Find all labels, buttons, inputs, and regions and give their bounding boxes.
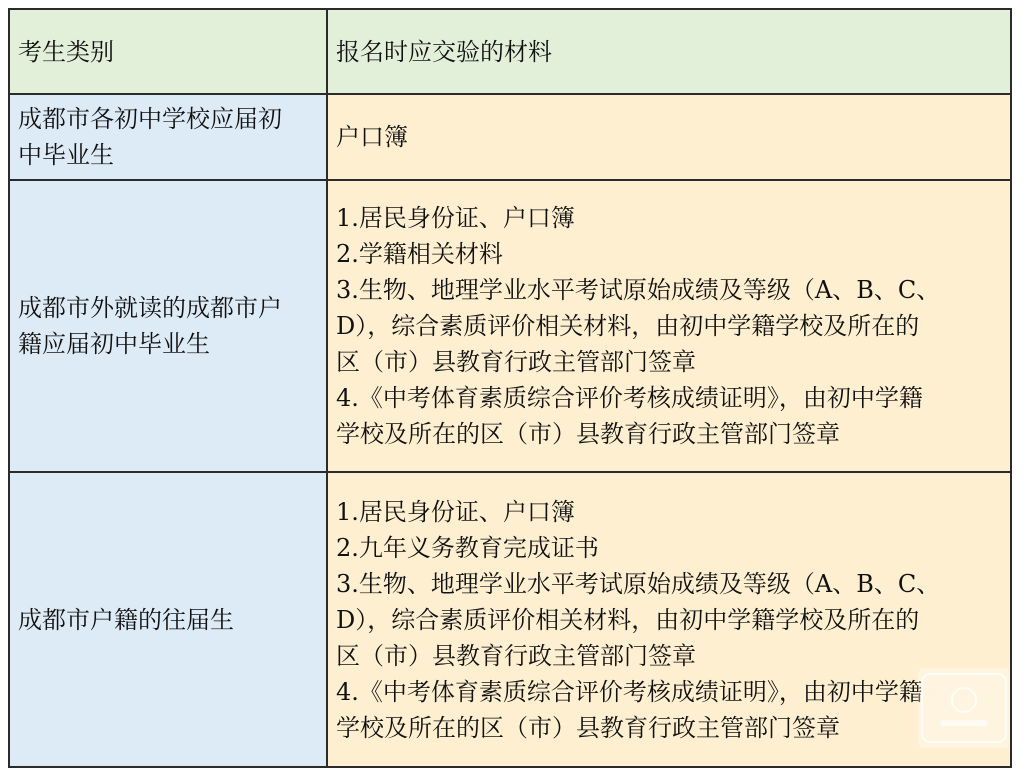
material-line: 4.《中考体育素质综合评价考核成绩证明》，由初中学籍 bbox=[336, 677, 923, 706]
table-row-2-category bbox=[10, 181, 328, 473]
table-row-2-materials bbox=[328, 181, 1010, 473]
header-category-label: 考生类别 bbox=[18, 37, 114, 66]
category-line: 成都市各初中学校应届初 bbox=[18, 105, 282, 133]
material-line: D），综合素质评价相关材料，由初中学籍学校及所在的 bbox=[336, 605, 920, 634]
material-line: 区（市）县教育行政主管部门签章 bbox=[336, 641, 696, 670]
material-line: 1.居民身份证、户口簿 bbox=[336, 204, 575, 232]
category-line: 籍应届初中毕业生 bbox=[18, 330, 210, 358]
material-line: 学校及所在的区（市）县教育行政主管部门签章 bbox=[336, 420, 840, 448]
header-materials-label: 报名时应交验的材料 bbox=[336, 37, 552, 66]
registration-materials-table bbox=[8, 8, 1012, 768]
watermark-logo bbox=[918, 668, 1010, 748]
header-materials-cell bbox=[328, 10, 1010, 95]
material-line: 3.生物、地理学业水平考试原始成绩及等级（A、B、C、 bbox=[336, 276, 941, 304]
material-line: 区（市）县教育行政主管部门签章 bbox=[336, 348, 696, 376]
header-category-cell bbox=[10, 10, 328, 95]
material-line: 2.九年义务教育完成证书 bbox=[336, 533, 599, 562]
table-row-3-materials bbox=[328, 473, 1010, 766]
table-row-1-materials bbox=[328, 95, 1010, 181]
table-row-3-category bbox=[10, 473, 328, 766]
category-line: 中毕业生 bbox=[18, 141, 114, 169]
material-line: 户口簿 bbox=[336, 123, 408, 151]
material-line: 4.《中考体育素质综合评价考核成绩证明》，由初中学籍 bbox=[336, 384, 923, 412]
table-row-1-category bbox=[10, 95, 328, 181]
category-line: 成都市外就读的成都市户 bbox=[18, 294, 282, 322]
material-line: 3.生物、地理学业水平考试原始成绩及等级（A、B、C、 bbox=[336, 569, 941, 598]
material-line: 学校及所在的区（市）县教育行政主管部门签章 bbox=[336, 713, 840, 742]
material-line: D），综合素质评价相关材料，由初中学籍学校及所在的 bbox=[336, 312, 920, 340]
material-line: 1.居民身份证、户口簿 bbox=[336, 497, 575, 526]
material-line: 2.学籍相关材料 bbox=[336, 240, 503, 268]
category-line: 成都市户籍的往届生 bbox=[18, 605, 234, 634]
watermark-mark-icon bbox=[918, 668, 1010, 748]
